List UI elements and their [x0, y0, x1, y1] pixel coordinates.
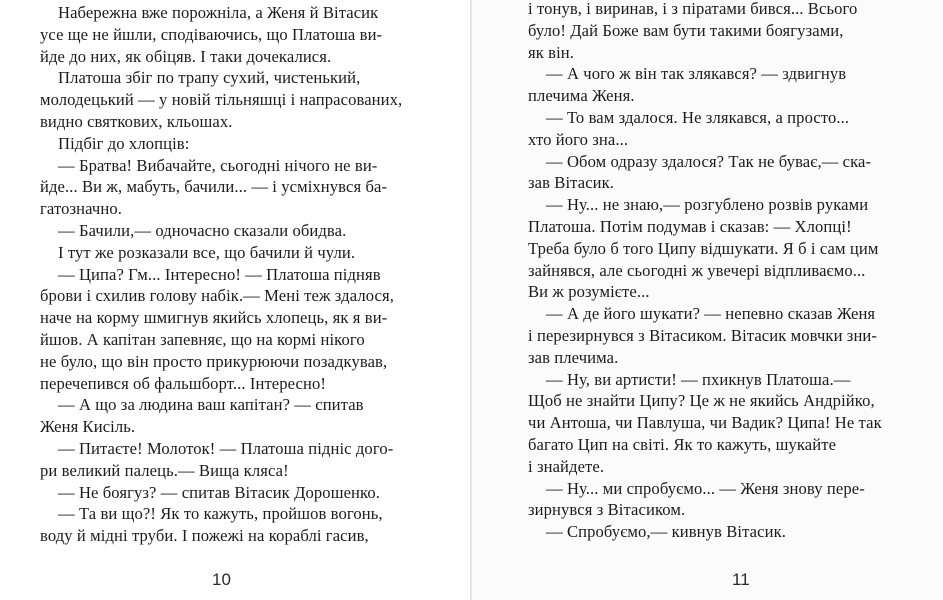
paragraph-continuation: і тонув, і виринав, і з піратами бився... Всього було! Дай Боже вам бути такими боягузами, як він. [528, 0, 858, 62]
paragraph: Платоша збіг по трапу сухий, чистенький, молодецький — у новій тільняшці і напрасованих, видно святкових, кльошах. [40, 68, 403, 131]
paragraph: — А де його шукати? — непевно сказав Женя і перезирнувся з Вітасиком. Вітасик мовчки зни- зав плечима. [528, 304, 878, 367]
paragraph: — А що за людина ваш капітан? — спитав Женя Кисіль. [40, 395, 364, 437]
paragraph: — Спробуємо,— кивнув Вітасик. [546, 522, 786, 542]
paragraph: — Обом одразу здалося? Так не буває,— ска- зав Вітасик. [528, 151, 872, 193]
paragraph: — Питаєте! Молоток! — Платоша підніс дого- ри великий палець.— Вища кляса! [40, 438, 394, 480]
right-page [472, 0, 943, 600]
paragraph: — Бачили,— одночасно сказали обидва. [58, 220, 347, 240]
page-number-left: 10 [212, 570, 231, 589]
paragraph: — Ну, ви артисти! — пхикнув Платоша.— Щоб не знайти Ципу? Це ж не якийсь Андрійко, чи Антоша, чи Павлуша, чи Вадик? Ципа! Не так багато Цип на світі. Як то кажуть, шукайте і знайдете. [528, 369, 882, 476]
left-page-text [40, 2, 407, 547]
page-number-right: 11 [732, 570, 750, 589]
left-page [0, 0, 470, 600]
paragraph: — А чого ж він так злякався? — здвигнув плечима Женя. [528, 64, 847, 106]
paragraph: — То вам здалося. Не злякався, а просто... хто його зна... [528, 107, 850, 149]
paragraph: — Не боягуз? — спитав Вітасик Дорошенко. [58, 482, 380, 502]
paragraph: — Та ви що?! Як то кажуть, пройшов вогонь, воду й мідні труби. І пожежі на кораблі гасив, [40, 504, 383, 546]
paragraph: Підбіг до хлопців: [58, 133, 190, 153]
paragraph: — Ну... не знаю,— розгублено розвів руками Платоша. Потім подумав і сказав: — Хлопці! Треба було б того Ципу відшукати. Я б і сам цим зайнявся, але сьогодні ж увечері відпливаємо... Ви ж розумієте... [528, 195, 879, 302]
paragraph: — Ципа? Гм... Інтересно! — Платоша підняв брови і схилив голову набік.— Мені теж здалося, наче на корму шмигнув якийсь хлопець, як я ви- йшов. А капітан запевняє, що на кормі нікого не було, що він просто прикурюючи позадкував, перечепився об фальшборт... Інтересно! [40, 264, 394, 393]
paragraph: — Ну... ми спробуємо... — Женя знову пере- зирнувся з Вітасиком. [528, 478, 865, 520]
right-page-text [528, 0, 916, 543]
paragraph: Набережна вже порожніла, а Женя й Вітасик усе ще не йшли, сподіваючись, що Платоша ви- йде до них, як обіцяв. І таки дочекалися. [40, 3, 383, 66]
paragraph: І тут же розказали все, що бачили й чули. [58, 242, 356, 262]
paragraph: — Братва! Вибачайте, сьогодні нічого не ви- йде... Ви ж, мабуть, бачили... — і усміхнувся ба- гатозначно. [40, 155, 388, 219]
